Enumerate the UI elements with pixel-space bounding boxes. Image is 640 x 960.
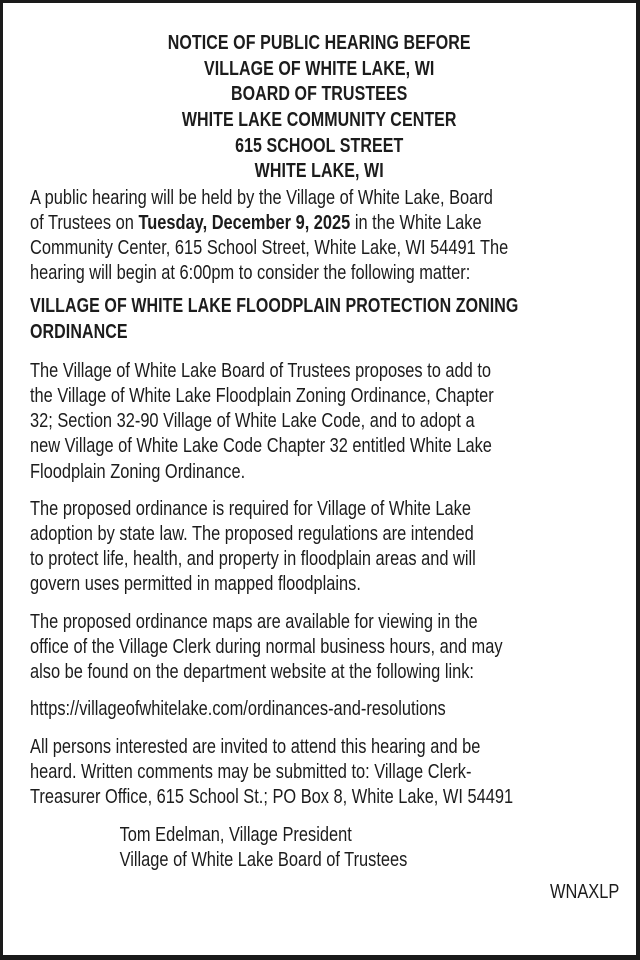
- intro-line: [30, 210, 482, 235]
- header-line: 615 SCHOOL STREET: [235, 135, 404, 157]
- paragraph-line: also be found on the department website at the following link:: [30, 660, 474, 683]
- paragraph-line: govern uses permitted in mapped floodplains.: [30, 572, 361, 595]
- paragraph-line: the Village of White Lake Floodplain Zoning Ordinance, Chapter: [30, 384, 494, 407]
- paragraph-line: The Village of White Lake Board of Trustees proposes to add to: [30, 359, 491, 382]
- intro-line: A public hearing will be held by the Village of White Lake, Board: [30, 186, 493, 209]
- paragraph-line: heard. Written comments may be submitted to: Village Clerk-: [30, 760, 472, 783]
- paragraph-line: new Village of White Lake Code Chapter 32 entitled White Lake: [30, 434, 492, 457]
- intro-line: Community Center, 615 School Street, White Lake, WI 54491 The: [30, 236, 509, 259]
- ordinance-title-line: ORDINANCE: [30, 321, 128, 343]
- paragraph-line: to protect life, health, and property in floodplain areas and will: [30, 547, 476, 570]
- header-line: BOARD OF TRUSTEES: [230, 83, 408, 105]
- ordinances-link[interactable]: https://villageofwhitelake.com/ordinances-and-resolutions: [30, 697, 446, 720]
- paragraph-line: Treasurer Office, 615 School St.; PO Box 8, White Lake, WI 54491: [30, 785, 514, 808]
- publication-code: WNAXLP: [550, 880, 620, 903]
- paragraph-line: 32; Section 32-90 Village of White Lake Code, and to adopt a: [30, 409, 475, 432]
- ordinance-title-line: VILLAGE OF WHITE LAKE FLOODPLAIN PROTECTION ZONING: [30, 295, 519, 317]
- legal-notice: [3, 3, 636, 955]
- header-line: VILLAGE OF WHITE LAKE, WI: [203, 58, 435, 80]
- intro-text: of Trustees on: [30, 211, 139, 234]
- header-line: NOTICE OF PUBLIC HEARING BEFORE: [167, 32, 471, 54]
- header-line: WHITE LAKE, WI: [254, 160, 384, 182]
- intro-line: hearing will begin at 6:00pm to consider the following matter:: [30, 261, 471, 284]
- signature-name: Tom Edelman, Village President: [119, 823, 352, 846]
- intro-text: in the White Lake: [350, 211, 482, 234]
- paragraph-line: The proposed ordinance is required for Village of White Lake: [30, 497, 471, 520]
- paragraph-line: All persons interested are invited to attend this hearing and be: [30, 735, 481, 758]
- paragraph-line: The proposed ordinance maps are available for viewing in the: [30, 610, 478, 633]
- header-line: WHITE LAKE COMMUNITY CENTER: [181, 109, 457, 131]
- paragraph-line: adoption by state law. The proposed regulations are intended: [30, 522, 474, 545]
- paragraph-line: Floodplain Zoning Ordinance.: [30, 460, 246, 483]
- hearing-date: Tuesday, December 9, 2025: [138, 211, 351, 234]
- paragraph-line: office of the Village Clerk during normal business hours, and may: [30, 635, 503, 658]
- signature-organization: Village of White Lake Board of Trustees: [119, 848, 408, 871]
